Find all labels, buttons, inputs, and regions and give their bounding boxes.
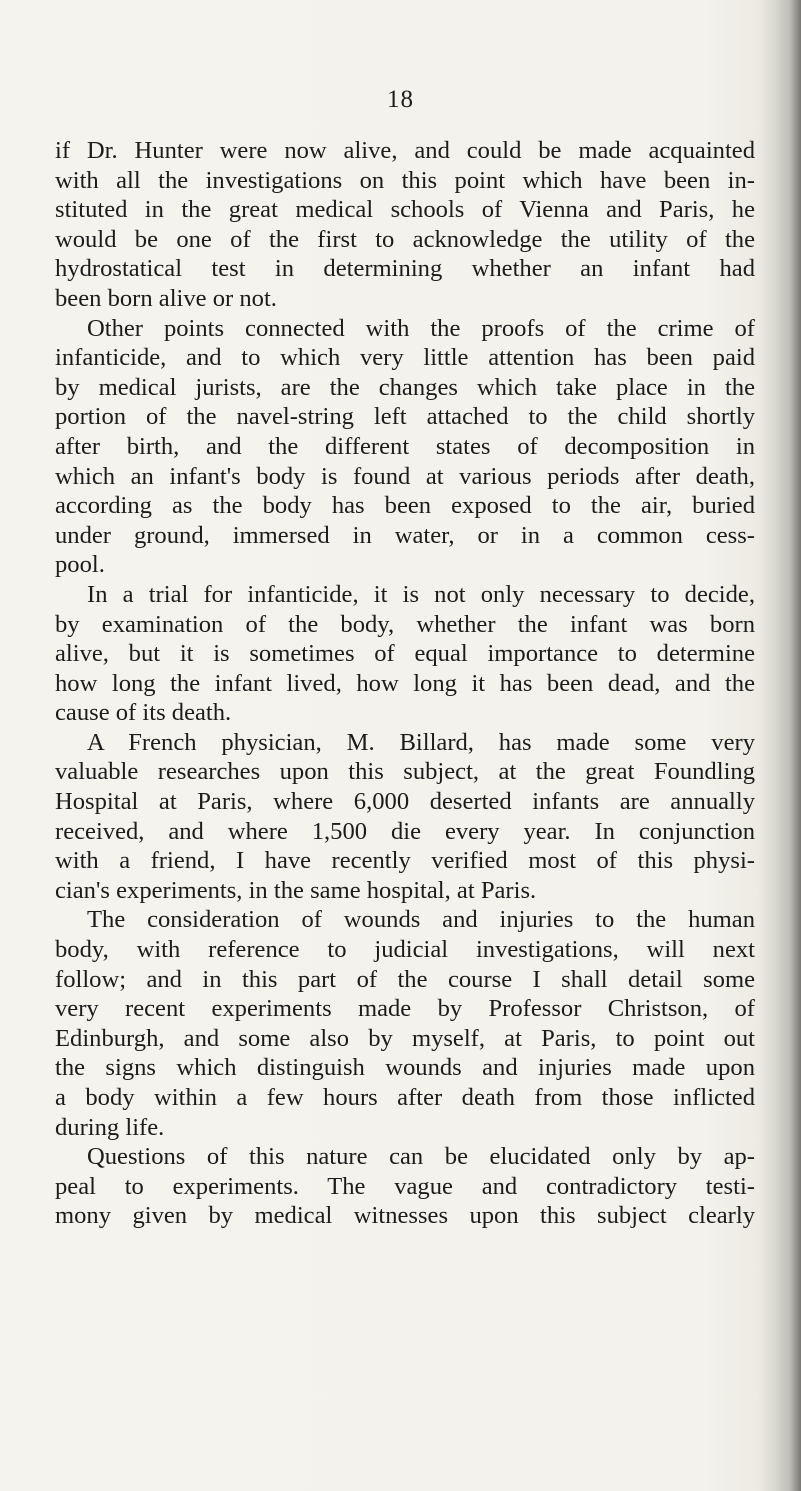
text-line: with all the investigations on this point which have been in- [55, 166, 755, 194]
text-line: a body within a few hours after death from those inflicted [55, 1084, 755, 1111]
text-line: cian's experiments, in the same hospital, at Paris. [55, 876, 537, 904]
text-line: portion of the navel-string left attached to the child shortly [55, 403, 755, 431]
text-line: valuable researches upon this subject, at the great Foundling [55, 758, 755, 786]
text-line: under ground, immersed in water, or in a common cess- [55, 521, 755, 549]
text-line: body, with reference to judicial investigations, will next [55, 936, 755, 964]
text-line: with a friend, I have recently verified most of this physi- [55, 847, 755, 875]
text-line: been born alive or not. [55, 284, 277, 312]
body-text [55, 136, 755, 1231]
text-line: by medical jurists, are the changes which take place in the [55, 373, 755, 401]
text-line: stituted in the great medical schools of Vienna and Paris, he [55, 196, 755, 224]
text-line: by examination of the body, whether the infant was born [55, 610, 755, 638]
text-line: follow; and in this part of the course I shall detail some [55, 965, 755, 993]
text-line: very recent experiments made by Professor Christson, of [55, 995, 755, 1023]
text-line: pool. [55, 551, 105, 579]
text-line: received, and where 1,500 die every year. In conjunction [55, 817, 755, 845]
text-line: A French physician, M. Billard, has made some very [87, 728, 755, 756]
text-line: The consideration of wounds and injuries to the human [87, 906, 755, 934]
text-line: Questions of this nature can be elucidated only by ap- [87, 1143, 755, 1171]
text-line: Hospital at Paris, where 6,000 deserted infants are annually [55, 788, 755, 816]
text-line: cause of its death. [55, 699, 232, 727]
text-line: would be one of the first to acknowledge the utility of the [55, 225, 755, 253]
text-line: how long the infant lived, how long it has been dead, and the [55, 669, 755, 697]
text-line: Other points connected with the proofs of the crime of [87, 314, 755, 342]
text-line: according as the body has been exposed to the air, buried [55, 492, 755, 520]
text-line: infanticide, and to which very little attention has been paid [55, 344, 755, 372]
text-line: In a trial for infanticide, it is not only necessary to decide, [87, 580, 755, 608]
page-edge-shadow [757, 0, 801, 1491]
text-line: Edinburgh, and some also by myself, at Paris, to point out [55, 1024, 755, 1052]
text-line: during life. [55, 1113, 165, 1141]
text-line: peal to experiments. The vague and contradictory testi- [55, 1172, 755, 1200]
text-line: hydrostatical test in determining whether an infant had [55, 255, 755, 283]
text-line: after birth, and the different states of decomposition in [55, 432, 755, 460]
text-line: if Dr. Hunter were now alive, and could be made acquainted [55, 137, 755, 164]
text-line: alive, but it is sometimes of equal importance to determine [55, 640, 755, 668]
text-line: the signs which distinguish wounds and injuries made upon [55, 1054, 755, 1082]
page-number: 18 [387, 86, 414, 113]
text-line: which an infant's body is found at various periods after death, [55, 462, 755, 490]
text-line: mony given by medical witnesses upon this subject clearly [55, 1202, 755, 1230]
